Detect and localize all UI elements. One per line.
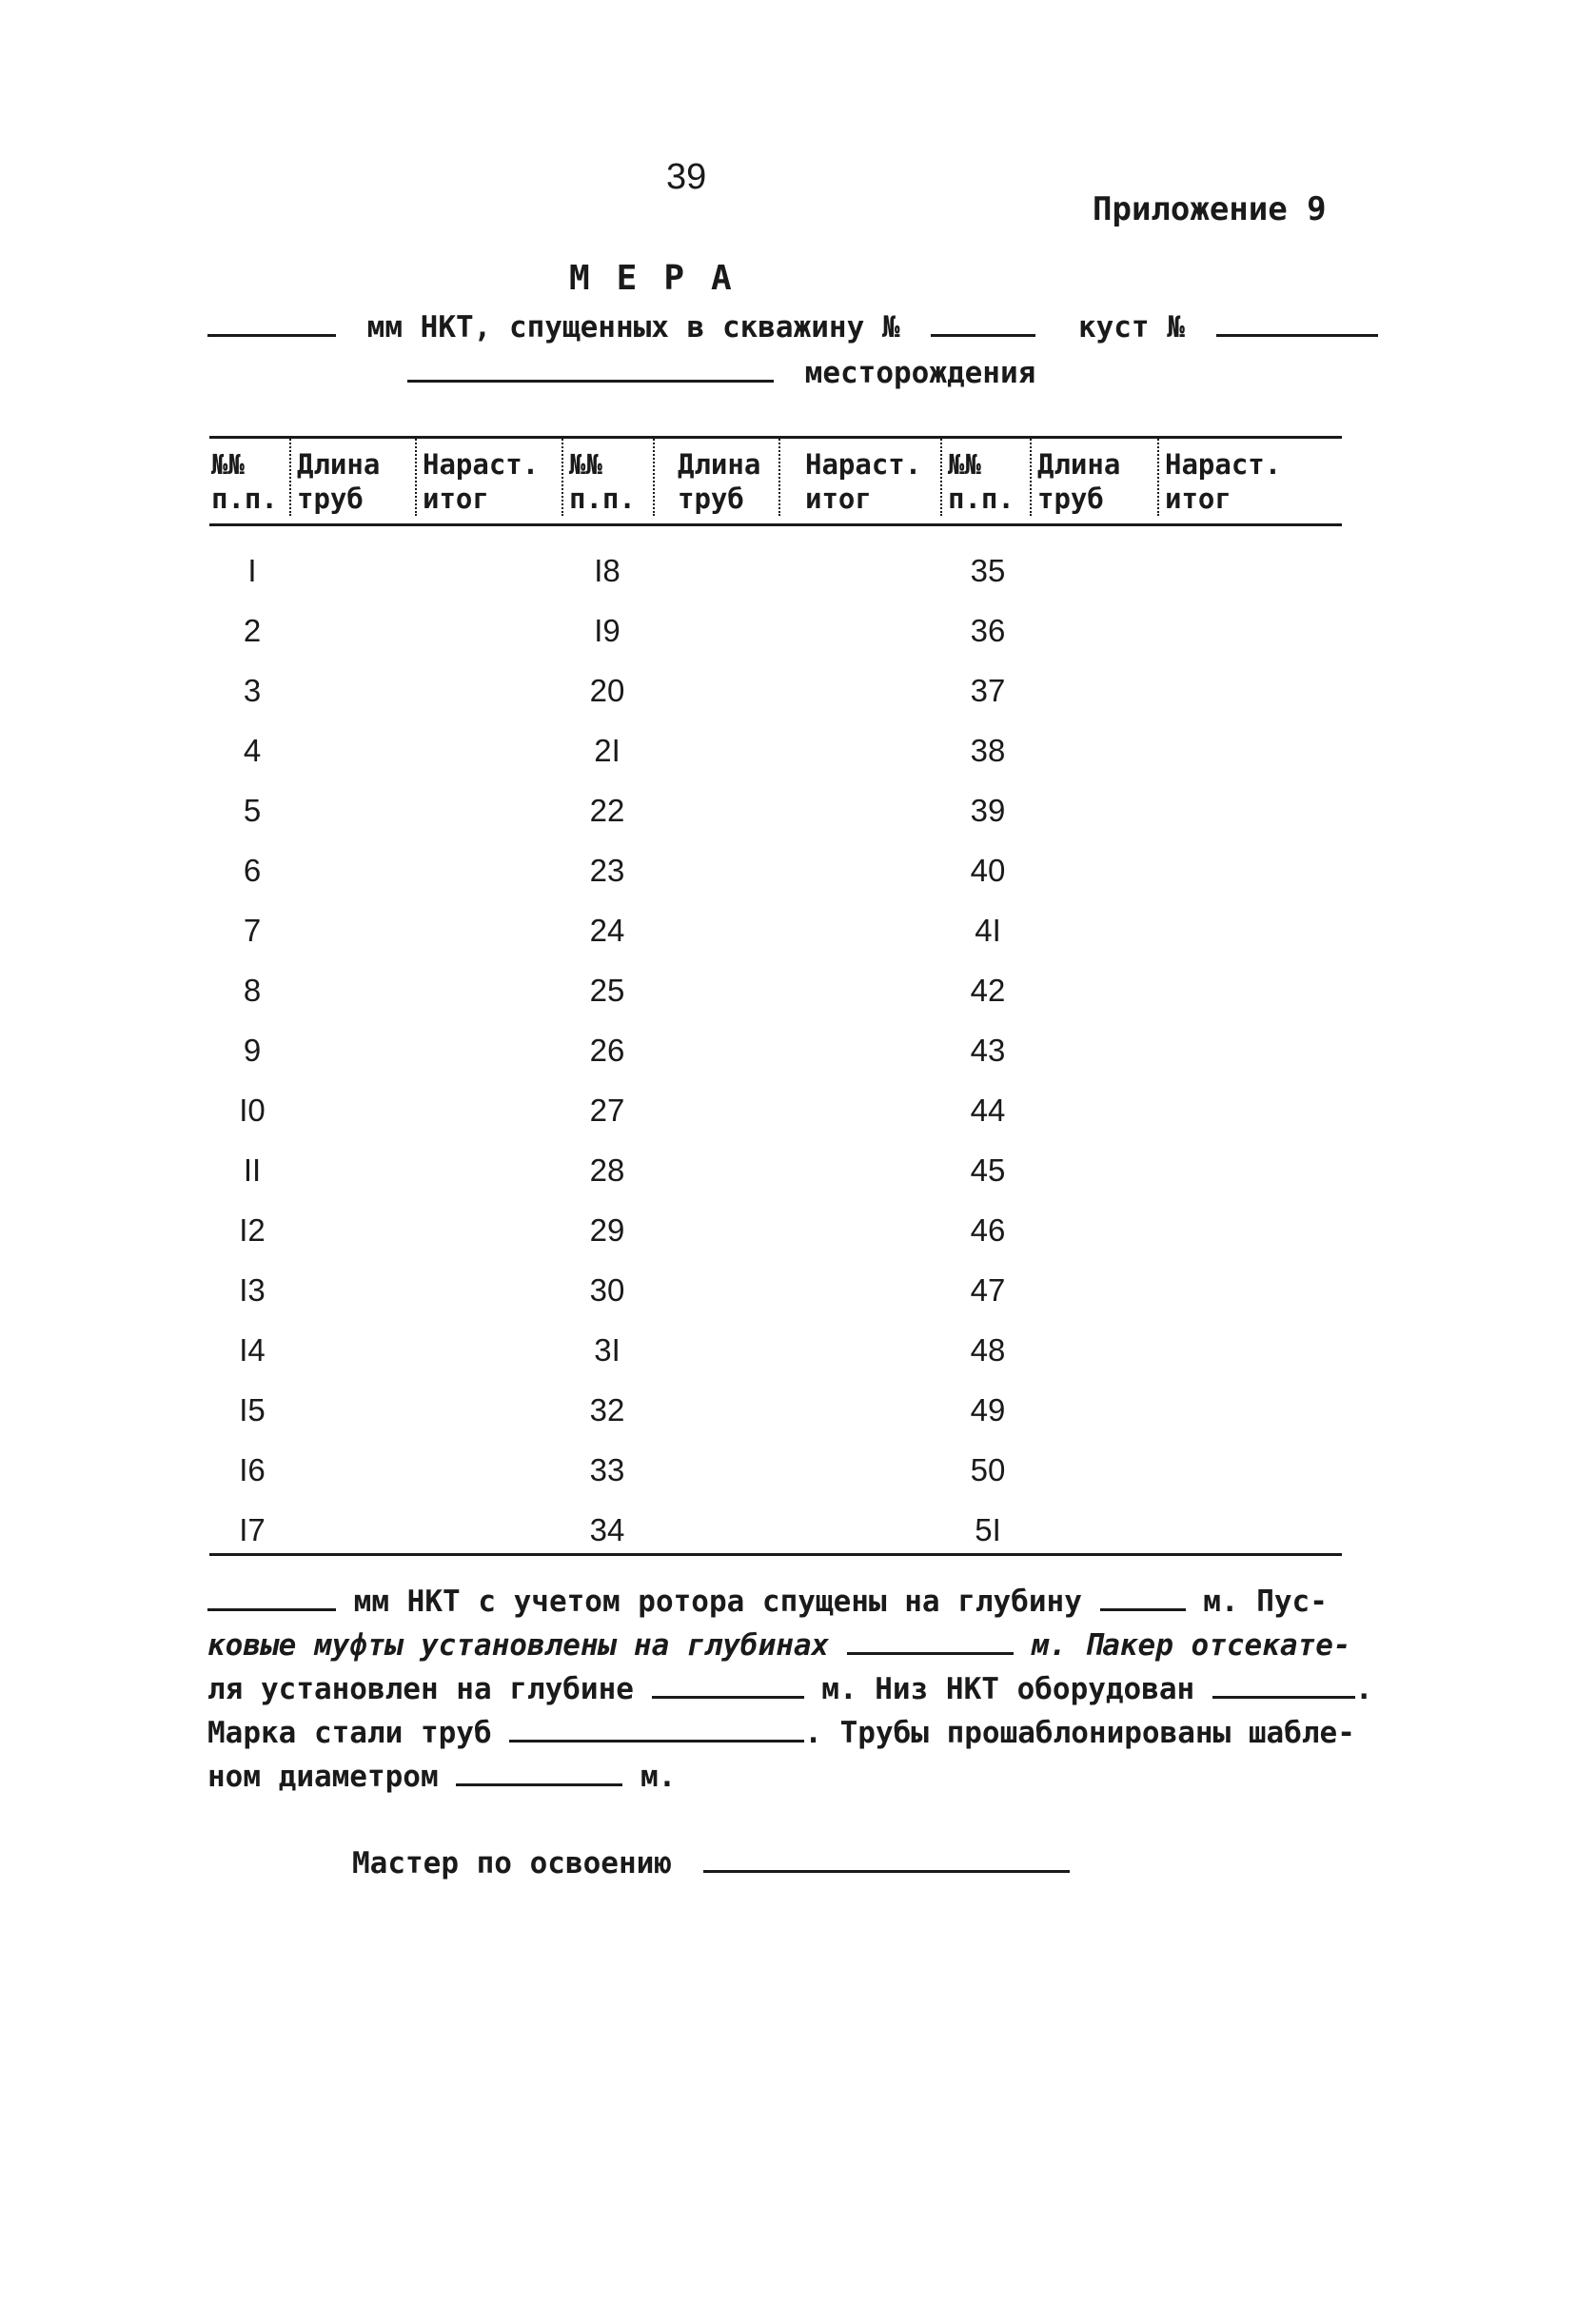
number-column-2 [550, 541, 664, 1560]
equipment-blank [1212, 1695, 1355, 1699]
row-number: 3I [594, 1332, 621, 1368]
installation-paragraph [207, 1580, 1397, 1799]
paragraph-line-5: ном диаметром м. [207, 1760, 677, 1794]
subtitle-line-2 [407, 356, 1035, 390]
row-number: 28 [589, 1152, 625, 1188]
depth-blank [1100, 1607, 1186, 1611]
row-number: 23 [589, 853, 625, 888]
subtitle-line-1 [207, 310, 1378, 345]
row-number: 22 [589, 793, 625, 828]
number-column-1 [195, 541, 309, 1560]
row-number: 2I [594, 733, 621, 768]
header-total-1: Нараст. итог [423, 448, 540, 515]
row-number: 36 [970, 613, 1006, 648]
row-number: 35 [970, 553, 1006, 588]
row-number: 33 [589, 1452, 625, 1487]
row-number: 49 [970, 1392, 1006, 1428]
header-length-1: Длина труб [297, 448, 381, 515]
row-number: 24 [589, 913, 625, 948]
row-number: I5 [239, 1392, 266, 1428]
row-number: 32 [589, 1392, 625, 1428]
row-number: I6 [239, 1452, 266, 1487]
header-separator [778, 436, 780, 516]
row-number: 47 [970, 1272, 1006, 1308]
row-number: I8 [594, 553, 621, 588]
header-separator [1157, 436, 1159, 516]
header-total-3: Нараст. итог [1165, 448, 1282, 515]
row-number: I2 [239, 1212, 266, 1248]
row-number: 5I [975, 1512, 1001, 1547]
row-number: 30 [589, 1272, 625, 1308]
row-number: 42 [970, 973, 1006, 1008]
subtitle-text-c: месторождения [804, 356, 1036, 390]
row-number: 46 [970, 1212, 1006, 1248]
subtitle-text-a: мм НКТ, спущенных в скважину № [366, 310, 900, 345]
row-number: 27 [589, 1093, 625, 1128]
header-separator [940, 436, 942, 516]
row-number: 4 [243, 733, 262, 768]
header-separator [653, 436, 655, 516]
row-number: 37 [970, 673, 1006, 708]
row-number: 2 [243, 613, 262, 648]
row-number: 26 [589, 1033, 625, 1068]
header-separator [1030, 436, 1032, 516]
diameter-blank [207, 333, 336, 337]
header-separator [415, 436, 417, 516]
header-num-1: №№ п.п. [211, 448, 278, 515]
row-number: II [243, 1152, 262, 1188]
table-bottom-rule [209, 1553, 1342, 1556]
subtitle-text-b: куст № [1077, 310, 1185, 345]
row-number: 39 [970, 793, 1006, 828]
row-number: 6 [243, 853, 262, 888]
row-number: 48 [970, 1332, 1006, 1368]
row-number: I9 [594, 613, 621, 648]
table-header-rule [209, 523, 1342, 526]
row-number: 29 [589, 1212, 625, 1248]
row-number: I4 [239, 1332, 266, 1368]
row-number: I0 [239, 1093, 266, 1128]
page-number: 39 [666, 157, 707, 197]
appendix-label: Приложение 9 [1093, 190, 1327, 228]
paragraph-line-4: Марка стали труб . Трубы прошаблонированы шабле- [207, 1716, 1355, 1750]
row-number: I7 [239, 1512, 266, 1547]
header-length-3: Длина труб [1037, 448, 1121, 515]
row-number: 20 [589, 673, 625, 708]
diameter-blank-2 [207, 1607, 336, 1611]
row-number: 40 [970, 853, 1006, 888]
row-number: 45 [970, 1152, 1006, 1188]
row-number: I3 [239, 1272, 266, 1308]
row-number: 3 [243, 673, 262, 708]
paragraph-line-1: мм НКТ с учетом ротора спущены на глубину м. Пус- [207, 1580, 1397, 1624]
well-number-blank [931, 333, 1035, 337]
couplings-depth-blank [847, 1651, 1014, 1655]
header-separator [289, 436, 291, 516]
number-column-3 [931, 541, 1045, 1560]
header-length-2: Длина труб [678, 448, 761, 515]
document-title: МЕРА [569, 259, 759, 298]
signature-blank [703, 1869, 1070, 1873]
steel-grade-blank [509, 1739, 804, 1743]
template-diameter-blank [456, 1782, 622, 1786]
row-number: 43 [970, 1033, 1006, 1068]
row-number: 5 [243, 793, 262, 828]
row-number: 44 [970, 1093, 1006, 1128]
header-num-3: №№ п.п. [948, 448, 1015, 515]
signature-line [352, 1846, 1070, 1881]
row-number: 50 [970, 1452, 1006, 1487]
row-number: 8 [243, 973, 262, 1008]
row-number: 34 [589, 1512, 625, 1547]
paragraph-line-2: ковые муфты установлены на глубинах м. Пакер отсекате- [207, 1628, 1351, 1663]
table-top-rule [209, 436, 1342, 439]
row-number: 38 [970, 733, 1006, 768]
row-number: 25 [589, 973, 625, 1008]
header-separator [562, 436, 563, 516]
header-num-2: №№ п.п. [569, 448, 636, 515]
packer-depth-blank [652, 1695, 804, 1699]
paragraph-line-3: ля установлен на глубине м. Низ НКТ оборудован . [207, 1672, 1373, 1706]
header-total-2: Нараст. итог [805, 448, 922, 515]
row-number: I [247, 553, 257, 588]
row-number: 9 [243, 1033, 262, 1068]
field-name-blank [407, 379, 774, 383]
signature-label: Мастер по освоению [352, 1846, 672, 1881]
cluster-number-blank [1216, 333, 1378, 337]
row-number: 7 [243, 913, 262, 948]
row-number: 4I [975, 913, 1001, 948]
